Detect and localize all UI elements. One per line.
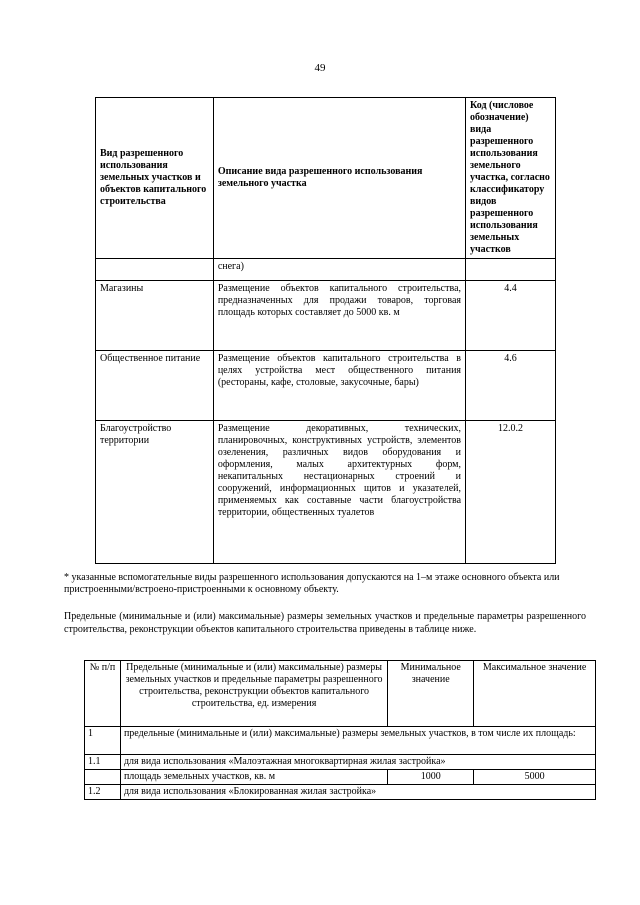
table-row xyxy=(96,259,556,281)
cell-number xyxy=(85,770,121,785)
header-number: № п/п xyxy=(85,661,121,727)
cell-max: 5000 xyxy=(474,770,596,785)
cell-text: площадь земельных участков, кв. м xyxy=(120,770,387,785)
table-row xyxy=(85,785,596,800)
cell-code xyxy=(466,259,556,281)
header-parameter: Предельные (минимальные и (или) максимальные) размеры земельных участков и предельные параметры разрешенного строительства, реконструкции объектов капитального строительства, ед. измерения xyxy=(120,661,387,727)
cell-min: 1000 xyxy=(388,770,474,785)
cell-code: 4.6 xyxy=(466,351,556,421)
cell-name: Магазины xyxy=(96,281,214,351)
table-row xyxy=(85,727,596,755)
header-description: Описание вида разрешенного использования земельного участка xyxy=(213,98,465,259)
cell-number: 1 xyxy=(85,727,121,755)
limits-table xyxy=(84,660,596,800)
land-use-table xyxy=(95,97,556,564)
cell-code: 4.4 xyxy=(466,281,556,351)
header-code: Код (числовое обозначение) вида разрешенного использования земельного участка, согласно классификатору видов разрешенного использования земельных участков xyxy=(466,98,556,259)
table-header-row xyxy=(96,98,556,259)
cell-text: для вида использования «Блокированная жилая застройка» xyxy=(120,785,595,800)
intro-paragraph: Предельные (минимальные и (или) максимальные) размеры земельных участков и предельные параметры разрешенного строительства, реконструкции объектов капитального строительства приведены в таблице ниже. xyxy=(64,611,586,635)
cell-name: Благоустройство территории xyxy=(96,421,214,564)
cell-description: Размещение декоративных, технических, планировочных, конструктивных устройств, элементов озеленения, различных видов оборудования и оформления, малых архитектурных форм, некапитальных нестационарных строений и сооружений, информационных щитов и указателей, применяемых как составные части благоустройства территории, общественных туалетов xyxy=(213,421,465,564)
table-row xyxy=(96,421,556,564)
table-row xyxy=(85,770,596,785)
cell-text: предельные (минимальные и (или) максимальные) размеры земельных участков, в том числе их площадь: xyxy=(120,727,595,755)
cell-name: Общественное питание xyxy=(96,351,214,421)
cell-name xyxy=(96,259,214,281)
table-row xyxy=(85,755,596,770)
header-max: Максимальное значение xyxy=(474,661,596,727)
cell-description: Размещение объектов капитального строительства в целях устройства мест общественного питания (рестораны, кафе, столовые, закусочные, бары) xyxy=(213,351,465,421)
cell-description: Размещение объектов капитального строительства, предназначенных для продажи товаров, торговая площадь которых составляет до 5000 кв. м xyxy=(213,281,465,351)
table-header-row xyxy=(85,661,596,727)
table-row xyxy=(96,281,556,351)
table-row xyxy=(96,351,556,421)
cell-text: для вида использования «Малоэтажная многоквартирная жилая застройка» xyxy=(120,755,595,770)
header-min: Минимальное значение xyxy=(388,661,474,727)
page-number: 49 xyxy=(314,62,326,74)
cell-code: 12.0.2 xyxy=(466,421,556,564)
cell-number: 1.1 xyxy=(85,755,121,770)
cell-number: 1.2 xyxy=(85,785,121,800)
cell-description: снега) xyxy=(213,259,465,281)
footnote: * указанные вспомогательные виды разрешенного использования допускаются на 1–м этаже основного объекта или пристроенными/встроено-пристроенными к основному объекту. xyxy=(64,572,560,595)
header-land-use-type: Вид разрешенного использования земельных участков и объектов капитального строительства xyxy=(96,98,214,259)
